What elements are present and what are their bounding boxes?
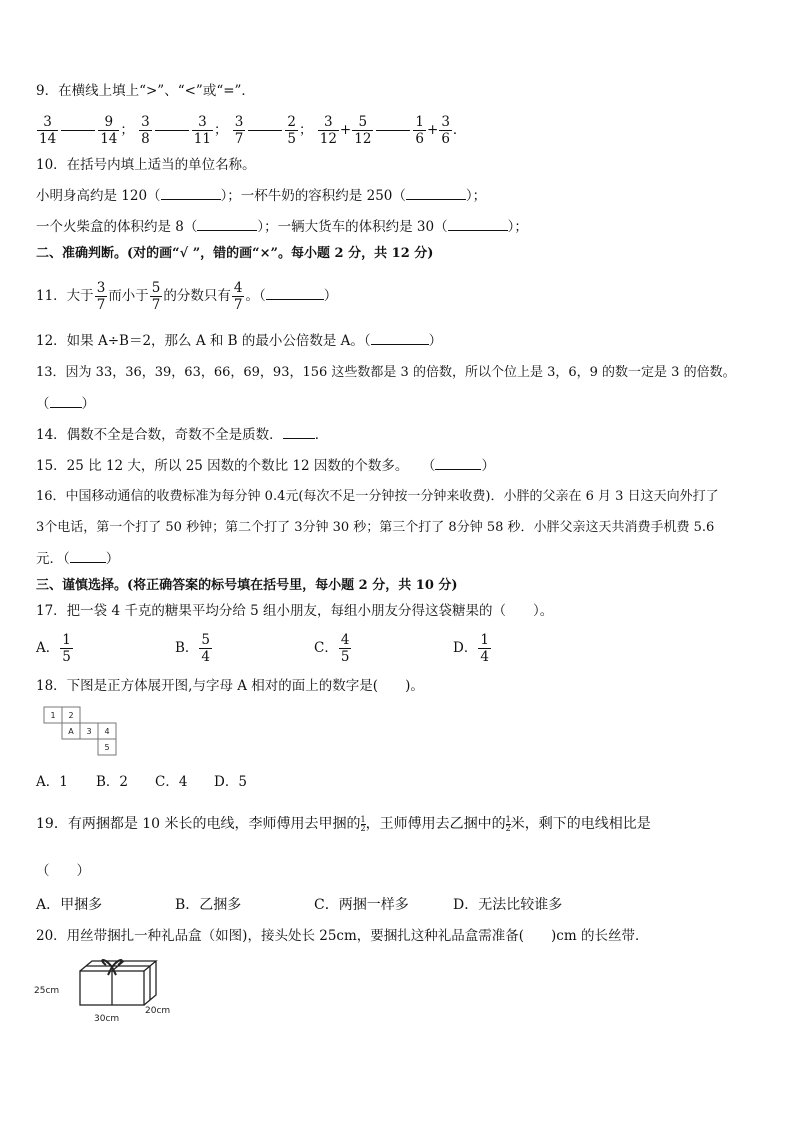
answer-blank[interactable] <box>248 130 282 131</box>
fraction: $\frac{3}{11}$ <box>193 114 211 147</box>
q19-option-b[interactable]: B．乙捆多 <box>175 897 242 913</box>
fraction: $\frac{3}{7}$ <box>96 280 106 313</box>
q14: 14．偶数不全是合数，奇数不全是质数． ． <box>36 427 329 443</box>
net-face: 5 <box>104 743 110 752</box>
answer-blank[interactable] <box>50 395 82 408</box>
separator: ； <box>213 122 228 138</box>
q18-option-a[interactable]: A．1 <box>36 774 68 790</box>
q17-option-d[interactable]: D． $\frac{1}{4}$ <box>453 632 489 665</box>
answer-blank[interactable] <box>61 130 95 131</box>
gift-box-figure <box>32 955 182 1027</box>
section-3-heading: 三、谨慎选择。(将正确答案的标号填在括号里，每小题 2 分，共 10 分) <box>36 578 458 593</box>
q10-line2: 一个火柴盒的体积约是 8（ ）；一辆大货车的体积约是 30（ ）； <box>36 219 528 235</box>
q19-paren: （ ） <box>36 863 90 879</box>
section-2-heading: 二、准确判断。(对的画“√ ”，错的画“×”。每小题 2 分，共 12 分) <box>36 246 434 261</box>
separator: ； <box>120 122 134 138</box>
fraction: $\frac{4}{7}$ <box>233 280 243 313</box>
plus-sign: + <box>427 122 439 138</box>
q19-stem: 19．有两捆都是 10 米长的电线，李师傅用去甲捆的 $\frac{1}{2}$ ，王师傅用去乙捆中的 $\frac{1}{2}$ 米，剩下的电线相比是 <box>36 814 651 833</box>
q17-stem: 17．把一袋 4 千克的糖果平均分给 5 组小朋友，每组小朋友分得这袋糖果的（ ）。 <box>36 603 554 619</box>
period: ． <box>452 122 467 138</box>
net-face: 4 <box>104 727 110 736</box>
q17-option-c[interactable]: C． $\frac{4}{5}$ <box>314 632 350 665</box>
q12: 12．如果 A÷B＝2，那么 A 和 B 的最小公倍数是 A。（ ） <box>36 333 443 349</box>
q20-stem: 20．用丝带捆扎一种礼品盒（如图)，接头处长 25cm，要捆扎这种礼品盒需准备( )cm 的长丝带． <box>36 928 649 944</box>
cube-net-figure <box>42 705 122 757</box>
answer-blank[interactable] <box>70 550 106 563</box>
q10-stem: 10．在括号内填上适当的单位名称。 <box>36 157 256 173</box>
q18-stem: 18．下图是正方体展开图,与字母 A 相对的面上的数字是( )。 <box>36 678 424 694</box>
plus-sign: + <box>339 122 352 138</box>
fraction: $\frac{1}{2}$ <box>505 814 511 833</box>
fraction: $\frac{3}{6}$ <box>441 114 450 147</box>
fraction: $\frac{5}{7}$ <box>151 280 161 313</box>
q19-option-d[interactable]: D．无法比较谁多 <box>453 897 563 913</box>
box-height-label: 25cm <box>34 986 60 996</box>
q18-option-c[interactable]: C．4 <box>155 774 188 790</box>
answer-blank[interactable] <box>435 457 481 470</box>
q16-line1: 16．中国移动通信的收费标准为每分钟 0.4元(每次不足一分钟按一分钟来收费)．小胖的父亲在 6 月 3 日这天向外打了 <box>36 489 719 504</box>
q13-line2: （ ） <box>36 396 95 412</box>
fraction: $\frac{3}{8}$ <box>141 114 150 147</box>
fraction: $\frac{1}{6}$ <box>415 114 425 147</box>
answer-blank[interactable] <box>161 187 221 200</box>
q16-line3: 元．（ ） <box>36 551 120 567</box>
separator: ； <box>298 122 313 138</box>
net-face: 1 <box>50 711 56 720</box>
answer-blank[interactable] <box>197 218 257 231</box>
fraction: $\frac{9}{14}$ <box>100 114 118 147</box>
q15: 15．25 比 12 大，所以 25 因数的个数比 12 因数的个数多。 （ ） <box>36 458 495 474</box>
q19-option-c[interactable]: C．两捆一样多 <box>314 897 409 913</box>
q13-line1: 13．因为 33，36，39，63，66，69，93，156 这些数都是 3 的倍数，所以个位上是 3，6，9 的数一定是 3 的倍数。 <box>36 365 736 380</box>
q18-option-d[interactable]: D．5 <box>214 774 247 790</box>
fraction: $\frac{2}{5}$ <box>287 114 296 147</box>
net-face-letter: A <box>68 727 74 736</box>
box-length-label: 30cm <box>94 1014 120 1024</box>
answer-blank[interactable] <box>155 130 189 131</box>
q9-stem: 9．在横线上填上“>”、“<”或“=”． <box>36 83 255 99</box>
fraction: $\frac{1}{2}$ <box>360 814 366 833</box>
q10-line1: 小明身高约是 120（ ）；一杯牛奶的容积约是 250（ ）； <box>36 188 487 204</box>
net-face: 2 <box>68 711 74 720</box>
fraction: $\frac{3}{12}$ <box>319 114 337 147</box>
answer-blank[interactable] <box>283 426 315 439</box>
q17-option-b[interactable]: B． $\frac{5}{4}$ <box>175 632 211 665</box>
q17-option-a[interactable]: A． $\frac{1}{5}$ <box>36 632 71 665</box>
answer-blank[interactable] <box>406 187 466 200</box>
answer-blank[interactable] <box>448 218 508 231</box>
q16-line2: 3个电话，第一个打了 50 秒钟；第二个打了 3分钟 30 秒；第三个打了 8分钟 58 秒．小胖父亲这天共消费手机费 5.6 <box>36 520 715 535</box>
q18-option-b[interactable]: B．2 <box>96 774 129 790</box>
answer-blank[interactable] <box>376 130 410 131</box>
box-width-label: 20cm <box>145 1006 171 1016</box>
q9-comparisons <box>36 110 466 150</box>
answer-blank[interactable] <box>371 332 429 345</box>
answer-blank[interactable] <box>266 287 324 300</box>
net-face: 3 <box>86 727 92 736</box>
fraction: $\frac{3}{14}$ <box>39 114 57 147</box>
fraction: $\frac{3}{7}$ <box>234 114 244 147</box>
q19-option-a[interactable]: A．甲捆多 <box>36 897 103 913</box>
q11: 11．大于 $\frac{3}{7}$ 而小于 $\frac{5}{7}$ 的分数只有 $\frac{4}{7}$ 。（ ） <box>36 280 338 313</box>
fraction: $\frac{5}{12}$ <box>354 114 372 147</box>
